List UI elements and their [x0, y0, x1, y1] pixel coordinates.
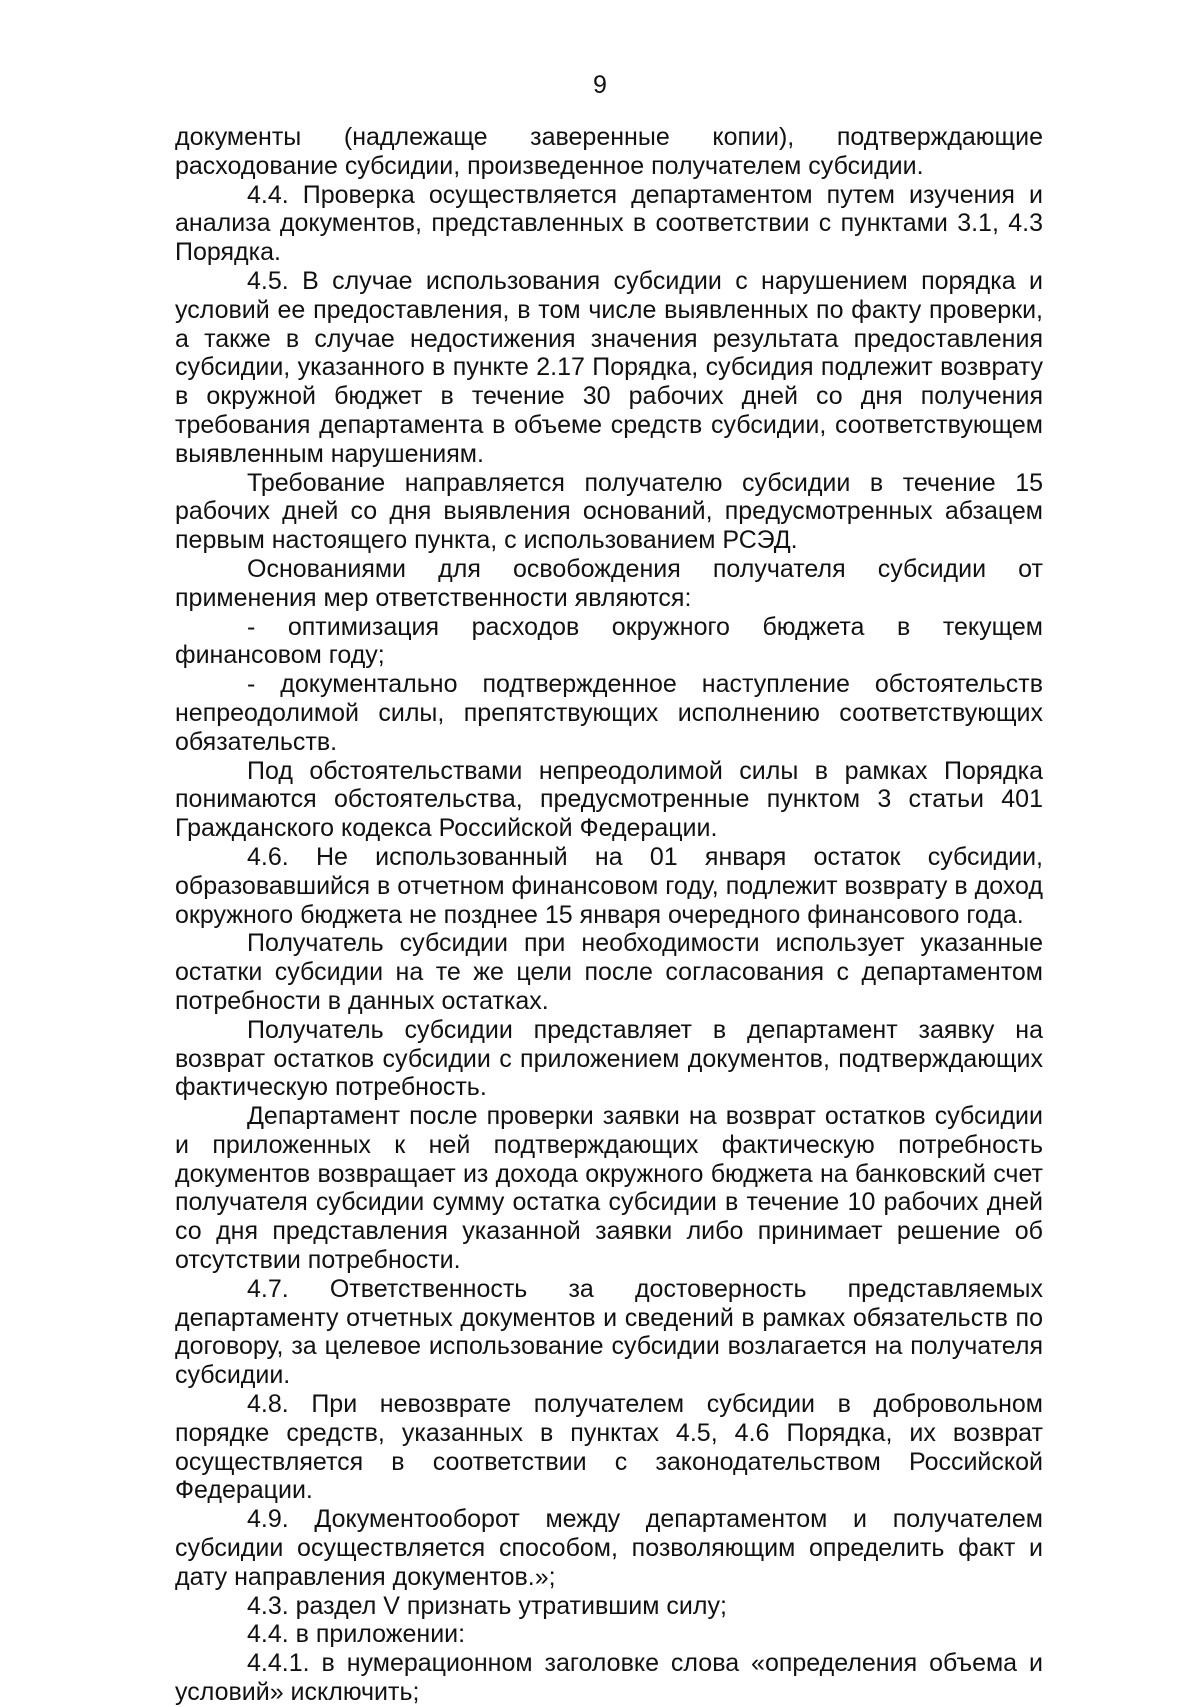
paragraph: Департамент после проверки заявки на возврат остатков субсидии и приложенных к ней подтверждающих фактическую потребность документов возвращает из дохода окружного бюджета на банковский счет получателя субсидии сумму остатка субсидии в течение 10 рабочих дней со дня представления указанной заявки либо принимает решение об отсутствии потребности.: [175, 1102, 1043, 1275]
paragraph: 4.6. Не использованный на 01 января остаток субсидии, образовавшийся в отчетном финансовом году, подлежит возврату в доход окружного бюджета не позднее 15 января очередного финансового года.: [175, 842, 1043, 929]
list-item: - оптимизация расходов окружного бюджета в текущем финансовом году;: [175, 612, 1043, 670]
paragraph: 4.4. в приложении:: [247, 1620, 466, 1649]
list-item: - документально подтвержденное наступление обстоятельств непреодолимой силы, препятствующих исполнению соответствующих обязательств.: [175, 670, 1043, 756]
paragraph: 4.7. Ответственность за достоверность представляемых департаменту отчетных документов и сведений в рамках обязательств по договору, за целевое использование субсидии возлагается на получателя субсидии.: [175, 1274, 1043, 1390]
document-body: [175, 123, 1043, 1707]
paragraph: 4.3. раздел V признать утратившим силу;: [247, 1591, 727, 1620]
paragraph: 4.4. Проверка осуществляется департаментом путем изучения и анализа документов, представленных в соответствии с пунктами 3.1, 4.3 Порядка.: [175, 180, 1043, 267]
paragraph: Получатель субсидии представляет в департамент заявку на возврат остатков субсидии с приложением документов, подтверждающих фактическую потребность.: [175, 1015, 1043, 1102]
paragraph: Получатель субсидии при необходимости использует указанные остатки субсидии на те же цели после согласования с департаментом потребности в данных остатках.: [175, 929, 1043, 1015]
paragraph: Под обстоятельствами непреодолимой силы в рамках Порядка понимаются обстоятельства, предусмотренные пунктом 3 статьи 401 Гражданского кодекса Российской Федерации.: [175, 756, 1043, 843]
paragraph: 4.8. При невозврате получателем субсидии в добровольном порядке средств, указанных в пунктах 4.5, 4.6 Порядка, их возврат осуществляется в соответствии с законодательством Российской Федерации.: [175, 1390, 1043, 1505]
paragraph: Основаниями для освобождения получателя субсидии от применения мер ответственности являются:: [175, 554, 1043, 612]
paragraph: документы (надлежаще заверенные копии), подтверждающие расходование субсидии, произведенное получателем субсидии.: [175, 123, 1043, 180]
paragraph: 4.4.1. в нумерационном заголовке слова «определения объема и условий» исключить;: [175, 1649, 1043, 1707]
paragraph: 4.5. В случае использования субсидии с нарушением порядка и условий ее предоставления, в том числе выявленных по факту проверки, а также в случае недостижения значения результата предоставления субсидии, указанного в пункте 2.17 Порядка, субсидия подлежит возврату в окружной бюджет в течение 30 рабочих дней со дня получения требования департамента в объеме средств субсидии, соответствующем выявленным нарушениям.: [175, 266, 1043, 468]
paragraph: 4.9. Документооборот между департаментом и получателем субсидии осуществляется способом, позволяющим определить факт и дату направления документов.»;: [175, 1505, 1043, 1591]
paragraph: Требование направляется получателю субсидии в течение 15 рабочих дней со дня выявления оснований, предусмотренных абзацем первым настоящего пункта, с использованием РСЭД.: [175, 468, 1043, 555]
page-number: 9: [593, 71, 607, 99]
